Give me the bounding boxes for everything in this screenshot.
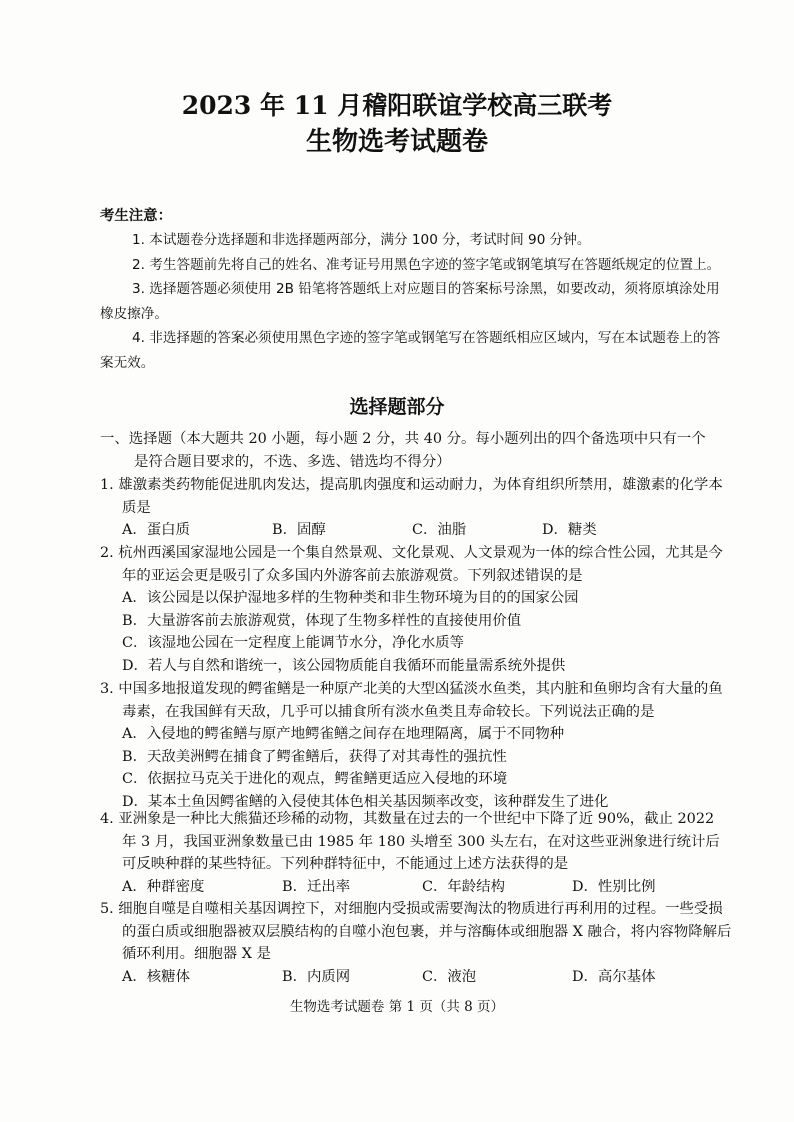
question-2 [100,542,732,678]
option-d: D．若人与自然和谐统一，该公园物质能自我循环而能量需系统外提供 [122,657,566,674]
option-d: D．糖类 [542,522,597,539]
option-c: C．依据拉马克关于进化的观点，鳄雀鳝更适应入侵地的环境 [122,771,508,788]
question-4 [100,808,732,898]
option-a: A．种群密度 [122,878,205,895]
option-c: C．该湿地公园在一定程度上能调节水分，净化水质等 [122,635,464,652]
question-3 [100,678,732,814]
option-d: D．高尔基体 [572,968,656,985]
option-a: A．该公园是以保护湿地多样的生物种类和非生物环境为目的的国家公园 [122,590,579,607]
option-a: A．入侵地的鳄雀鳝与原产地鳄雀鳝之间存在地理隔离，属于不同物种 [122,726,565,743]
option-b: B．大量游客前去旅游观赏，体现了生物多样性的直接使用价值 [122,612,522,629]
notice-item: 1. 本试题卷分选择题和非选择题两部分，满分 100 分，考试时间 90 分钟。 [132,232,591,248]
exam-title: 2023 年 11 月稽阳联谊学校高三联考 [181,91,613,120]
section-instructions-line1: 一、选择题（本大题共 20 小题，每小题 2 分，共 40 分。每小题列出的四个备选项中只有一个 [100,431,706,447]
section-instructions-line2: 是符合题目要求的，不选、多选、错选均不得分） [134,453,451,470]
notice-heading: 考生注意： [100,207,172,224]
option-a: A．蛋白质 [122,522,190,539]
notice-list [100,228,726,375]
option-a: A．核糖体 [122,968,190,985]
option-b: B．迁出率 [282,878,351,895]
notice-item: 2. 考生答题前先将自己的姓名、准考证号用黑色字迹的签字笔或钢笔填写在答题纸规定的位置上。 [132,256,721,273]
options-row [100,966,732,989]
question-stem: 4. 亚洲象是一种比大熊猫还珍稀的动物，其数量在过去的一个世纪中下降了近 90%，截止 2022 年 3 月，我国亚洲象数量已由 1985 年 180 头增至 300 头左右，在对这些亚洲象进行统计后可反映种群的某些特征。下列种群特征中，不能通过上述方法获得的是 [100,811,720,873]
question-stem: 3. 中国多地报道发现的鳄雀鳝是一种原产北美的大型凶猛淡水鱼类，其内脏和鱼卵均含有大量的鱼毒素，在我国鲜有天敌，几乎可以捕食所有淡水鱼类且寿命较长。下列说法正确的是 [100,681,723,720]
option-b: B．天敌美洲鳄在捕食了鳄雀鳝后，获得了对其毒性的强抗性 [122,748,507,765]
page-footer: 生物选考试题卷 第 1 页（共 8 页） [289,999,505,1015]
question-1 [100,474,732,542]
options-row [100,876,732,899]
option-d: D．性别比例 [572,878,656,895]
option-c: C．油脂 [412,522,467,539]
notice-item: 3. 选择题答题必须使用 2B 铅笔将答题纸上对应题目的答案标号涂黑，如要改动，须将原填涂处用橡皮擦净。 [100,281,720,322]
section-title: 选择题部分 [349,396,445,418]
question-stem: 2. 杭州西溪国家湿地公园是一个集自然景观、文化景观、人文景观为一体的综合性公园，尤其是今年的亚运会更是吸引了众多国内外游客前去旅游观赏。下列叙述错误的是 [100,545,723,584]
question-stem: 1. 雄激素类药物能促进肌肉发达，提高肌肉强度和运动耐力，为体育组织所禁用，雄激素的化学本质是 [100,477,723,516]
option-c: C．年龄结构 [422,878,505,895]
option-b: B．固醇 [272,522,326,539]
option-b: B．内质网 [282,968,351,985]
notice-item: 4. 非选择题的答案必须使用黑色字迹的签字笔或钢笔写在答题纸相应区域内，写在本试题卷上的答案无效。 [100,330,721,371]
question-5 [100,898,732,988]
exam-subtitle: 生物选考试题卷 [305,127,488,157]
section-instructions [100,428,726,473]
option-d: D．某本土鱼因鳄雀鳝的入侵使其体色相关基因频率改变，该种群发生了进化 [122,793,609,810]
option-c: C．液泡 [422,968,477,985]
options-row [100,519,732,542]
question-stem: 5. 细胞自噬是自噬相关基因调控下，对细胞内受损或需要淘汰的物质进行再利用的过程。一些受损的蛋白质或细胞器被双层膜结构的自噬小泡包裹，并与溶酶体或细胞器 X 融合，将内容物降解后循环利用。细胞器 X 是 [100,901,732,963]
